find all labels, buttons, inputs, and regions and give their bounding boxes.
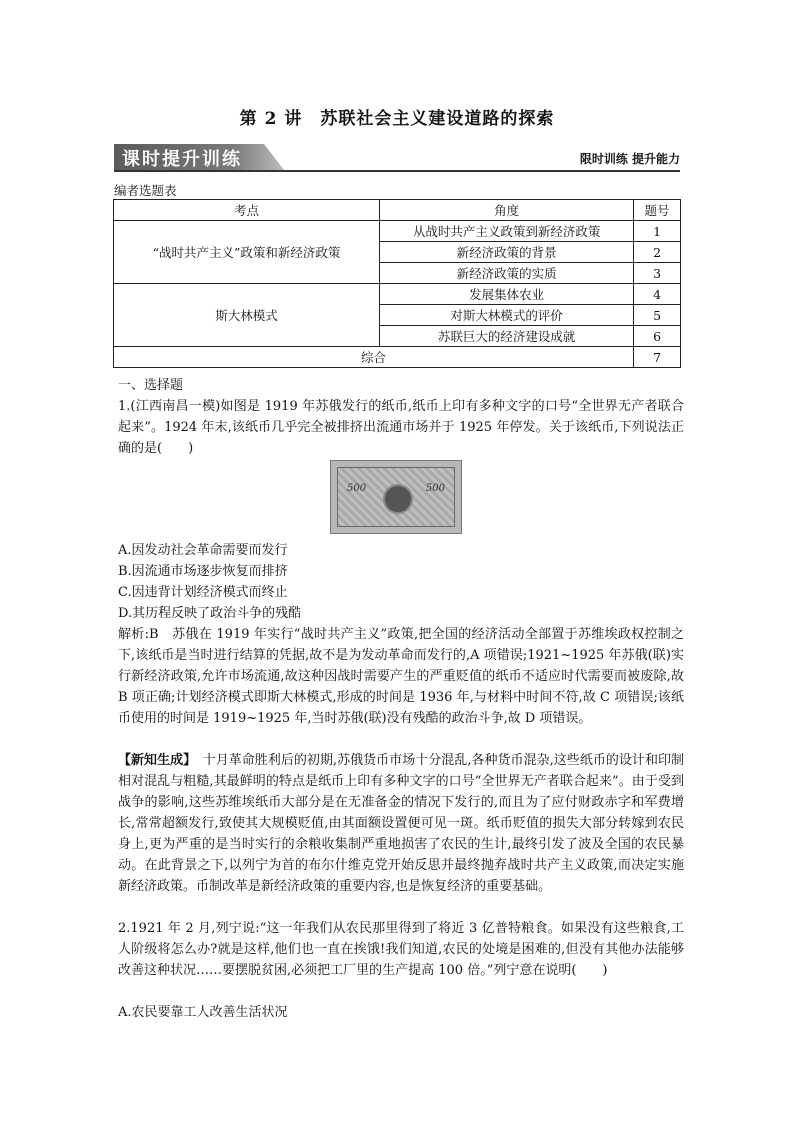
emblem-icon	[383, 484, 413, 514]
table-header-row	[114, 200, 681, 221]
question-1-analysis	[118, 624, 684, 729]
banknote-image	[330, 460, 462, 534]
summary-cell: 综合	[114, 347, 634, 368]
new-knowledge-block	[118, 750, 684, 897]
topic-cell: “战时共产主义”政策和新经济政策	[114, 221, 380, 284]
lesson-title: 第 2 讲 苏联社会主义建设道路的探索	[239, 109, 555, 129]
section-banner	[114, 144, 680, 172]
number-cell: 2	[634, 242, 681, 263]
option-d: D.其历程反映了政治斗争的残酷	[118, 606, 302, 621]
angle-cell: 新经济政策的背景	[380, 242, 634, 263]
angle-cell: 发展集体农业	[380, 284, 634, 305]
angle-cell: 新经济政策的实质	[380, 263, 634, 284]
banner-label: 课时提升训练	[122, 149, 242, 170]
option-a: A.农民要靠工人改善生活状况	[118, 1005, 288, 1020]
option-b: B.因流通市场逐步恢复而排挤	[118, 564, 288, 579]
section-heading	[118, 375, 684, 396]
number-cell: 3	[634, 263, 681, 284]
option-a: A.因发动社会革命需要而发行	[118, 543, 288, 558]
table-row	[114, 221, 681, 242]
question-1-options	[118, 540, 684, 624]
number-cell: 7	[634, 347, 681, 368]
header-number: 题号	[634, 200, 681, 221]
option-c: C.因违背计划经济模式而终止	[118, 585, 288, 600]
table-row	[114, 284, 681, 305]
banknote-value-left: 500	[347, 483, 367, 494]
question-2-options	[118, 1002, 684, 1023]
banner-rule	[114, 170, 680, 172]
analysis-text: 解析:B 苏俄在 1919 年实行“战时共产主义”政策,把全国的经济活动全部置于苏维埃政权控制之下,该纸币是当时进行结算的凭据,故不是为发动革命而发行的,A 项错误;1921~1925 年苏俄(联)实行新经济政策,允许市场流通,故这种因战时需要产生的严重贬值的纸币不适应时代需要而被废除,故 B 项正确;计划经济模式即斯大林模式,形成的时间是 1936 年,与材料中时间不符,故 C 项错误;该纸币使用的时间是 1919~1925 年,当时苏俄(联)没有残酷的政治斗争,故 D 项错误。	[118, 627, 684, 726]
table-summary-row	[114, 347, 681, 368]
new-knowledge-label: 【新知生成】	[118, 753, 190, 768]
topic-cell: 斯大林模式	[114, 284, 380, 347]
banner-slogan: 限时训练 提升能力	[579, 152, 680, 166]
table-caption: 编者选题表	[114, 183, 177, 198]
section-heading-text: 一、选择题	[118, 378, 184, 393]
banknote-value-right: 500	[425, 483, 445, 494]
number-cell: 1	[634, 221, 681, 242]
angle-cell: 对斯大林模式的评价	[380, 305, 634, 326]
question-1-text: 1.(江西南昌一模)如图是 1919 年苏俄发行的纸币,纸币上印有多种文字的口号“全世界无产者联合起来”。1924 年末,该纸币几乎完全被排挤出流通市场并于 1925 年停发。关于该纸币,下列说法正确的是( )	[118, 399, 684, 456]
number-cell: 4	[634, 284, 681, 305]
question-2-stem	[118, 918, 684, 981]
question-1-stem	[118, 396, 684, 459]
number-cell: 6	[634, 326, 681, 347]
header-topic: 考点	[114, 200, 380, 221]
new-knowledge-text: 十月革命胜利后的初期,苏俄货币市场十分混乱,各种货币混杂,这些纸币的设计和印制相对混乱与粗糙,其最鲜明的特点是纸币上印有多种文字的口号“全世界无产者联合起来”。由于受到战争的影响,这些苏维埃纸币大部分是在无准备金的情况下发行的,而且为了应付财政赤字和军费增长,常常超额发行,致使其大规模贬值,由其面额设置便可见一斑。纸币贬值的损失大部分转嫁到农民身上,更为严重的是当时实行的余粮收集制严重地损害了农民的生计,最终引发了波及全国的农民暴动。在此背景之下,以列宁为首的布尔什维克党开始反思并最终抛弃战时共产主义政策,而决定实施新经济政策。币制改革是新经济政策的重要内容,也是恢复经济的重要基础。	[118, 753, 684, 894]
topic-selection-table	[113, 199, 681, 368]
angle-cell: 苏联巨大的经济建设成就	[380, 326, 634, 347]
number-cell: 5	[634, 305, 681, 326]
new-knowledge-paragraph	[118, 750, 684, 897]
question-2-text: 2.1921 年 2 月,列宁说:“这一年我们从农民那里得到了将近 3 亿普特粮食。如果没有这些粮食,工人阶级将怎么办?就是这样,他们也一直在挨饿!我们知道,农民的处境是困难的,但没有其他办法能够改善这种状况……要摆脱贫困,必须把工厂里的生产提高 100 倍。”列宁意在说明( )	[118, 921, 684, 978]
header-angle: 角度	[380, 200, 634, 221]
angle-cell: 从战时共产主义政策到新经济政策	[380, 221, 634, 242]
